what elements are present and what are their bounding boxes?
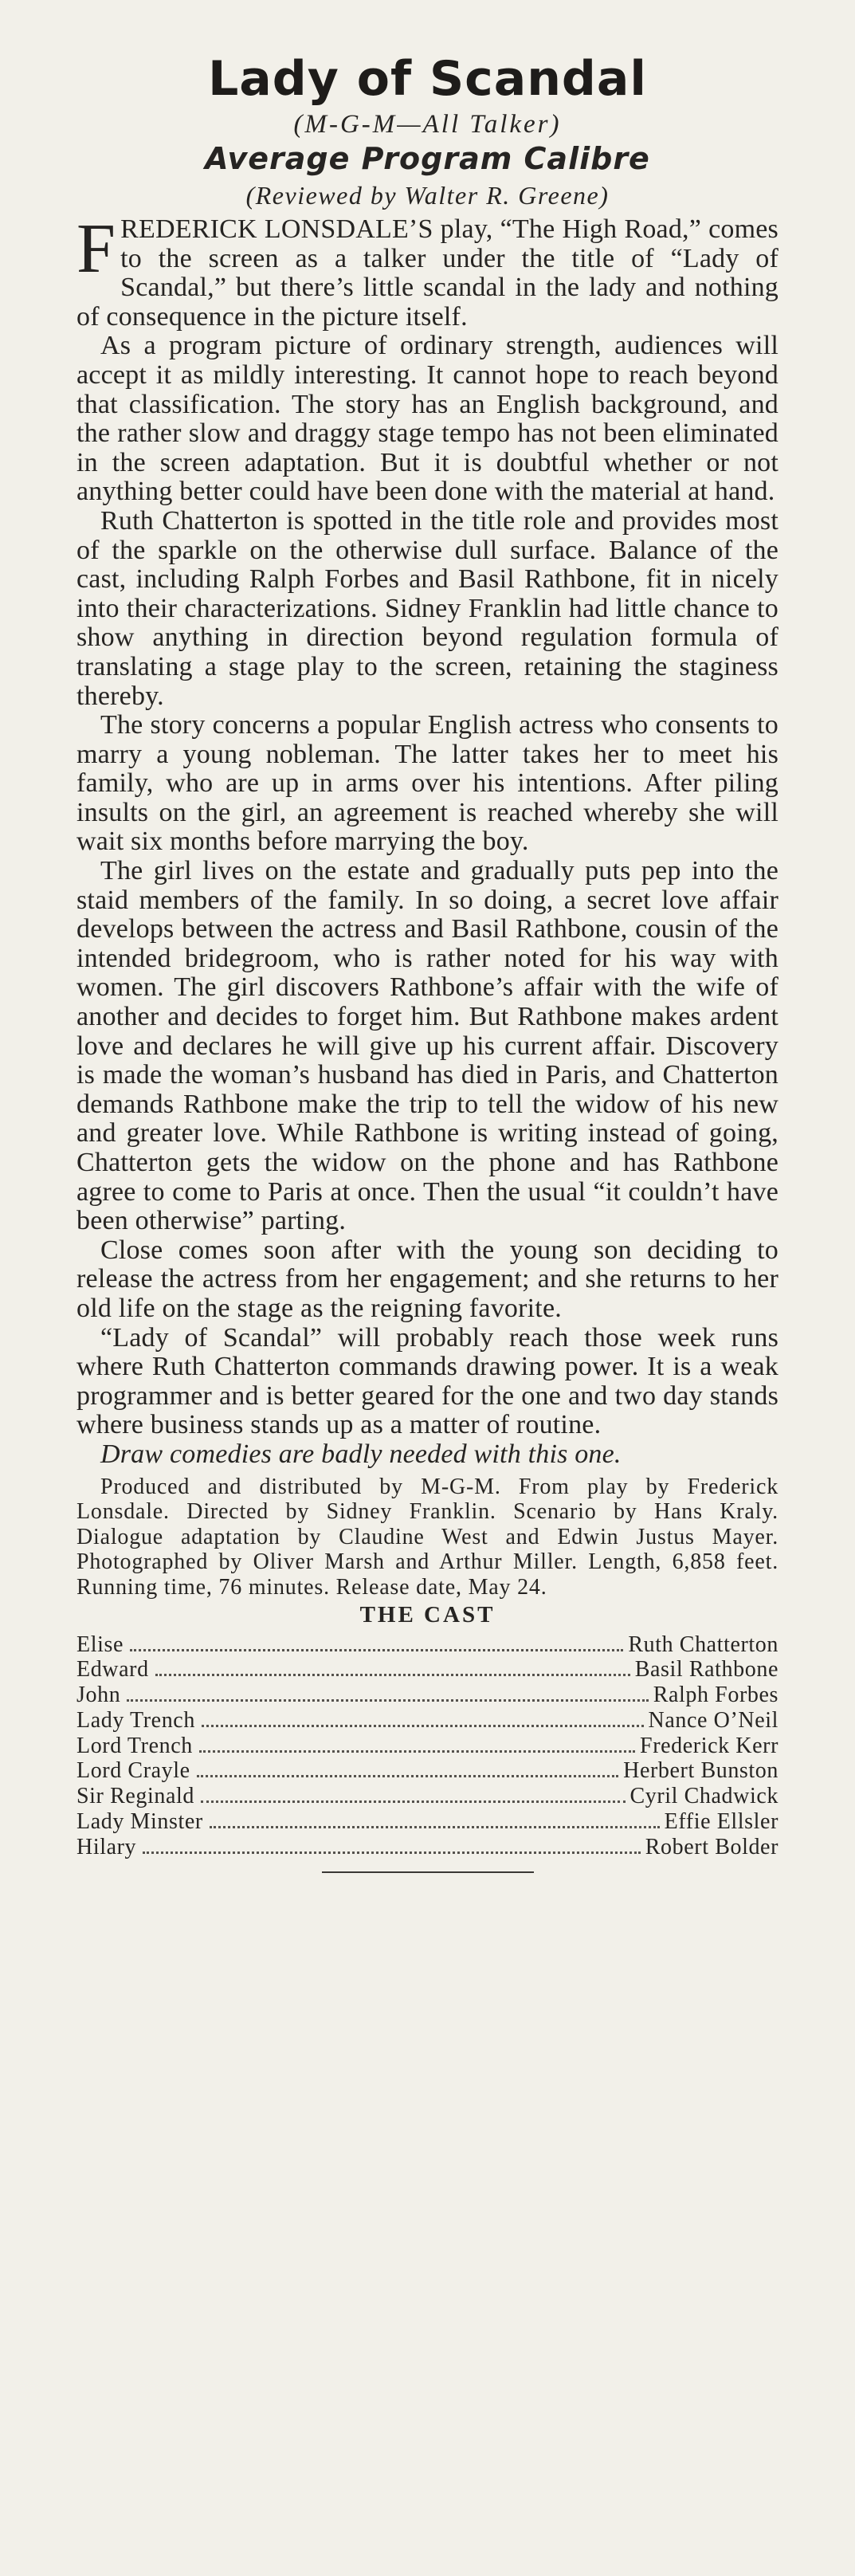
leader-dots — [197, 1774, 618, 1777]
cast-row — [76, 1734, 779, 1759]
calibre-rating: Average Program Calibre — [205, 141, 650, 176]
leader-dots — [130, 1648, 623, 1651]
cast-row — [76, 1657, 779, 1683]
review-paragraph: Close comes soon after with the young son deciding to release the actress from her engagement; and she returns to her old life on the stage as the reigning favorite. — [76, 1235, 779, 1323]
leader-dots — [143, 1851, 641, 1854]
leader-dots — [202, 1724, 644, 1727]
cast-actor: Effie Ellsler — [664, 1809, 779, 1835]
leader-dots — [155, 1673, 630, 1676]
producer-line: (M-G-M—All Talker) — [293, 110, 562, 139]
cast-role: Edward — [76, 1657, 149, 1683]
cast-actor: Basil Rathbone — [634, 1657, 779, 1683]
cast-actor: Robert Bolder — [645, 1834, 779, 1859]
cast-role: Elise — [76, 1632, 124, 1657]
review-paragraph: The story concerns a popular English actress who consents to marry a young nobleman. The latter takes her to meet his family, who are up in arms over his intentions. After piling insults on the girl, an agreement is reached whereby she will wait six months before marrying the boy. — [76, 710, 779, 857]
cast-heading: THE CAST — [359, 1601, 496, 1628]
paragraph-text: REDERICK LONSDALE’S play, “The High Road,” comes to the screen as a talker under the title of “Lady of Scandal,” but there’s little scandal in the lady and nothing of consequence in the picture itself. — [76, 214, 779, 332]
cast-row — [76, 1708, 779, 1734]
cast-actor: Ruth Chatterton — [628, 1632, 779, 1657]
review-paragraph — [76, 210, 779, 332]
review-title: Lady of Scandal — [208, 51, 647, 107]
cast-actor: Frederick Kerr — [640, 1733, 779, 1758]
review-paragraph: The girl lives on the estate and gradually puts pep into the staid members of the family. In so doing, a secret love affair develops between the actress and Basil Rathbone, cousin of the intended bridegroom, who is rather noted for his way with women. The girl discovers Rathbone’s affair with the wife of another and decides to forget him. But Rathbone makes ardent love and declares he will give up his current affair. Discovery is made the woman’s husband has died in Paris, and Chatterton demands Rathbone make the trip to tell the widow of his new and greater love. While Rathbone is writing instead of going, Chatterton gets the widow on the phone and has Rathbone agree to come to Paris at once. Then the usual “it couldn’t have been otherwise” parting. — [76, 856, 779, 1236]
cast-actor: Cyril Chadwick — [629, 1784, 779, 1809]
leader-dots — [199, 1749, 635, 1753]
cast-actor: Nance O’Neil — [648, 1707, 779, 1733]
cast-role: Lord Crayle — [76, 1758, 190, 1784]
cast-row — [76, 1683, 779, 1708]
review-paragraph: As a program picture of ordinary strength, audiences will accept it as mildly interesting. It cannot hope to reach beyond that classification. The story has an English background, and the rather slow and draggy stage tempo has not been eliminated in the screen adaptation. But it is doubtful whether or not anything better could have been done with the material at hand. — [76, 331, 779, 507]
closing-remark: Draw comedies are badly needed with this one. — [100, 1439, 622, 1469]
cast-row — [76, 1632, 779, 1658]
cast-row — [76, 1809, 779, 1835]
cast-row — [76, 1758, 779, 1784]
production-credits: Produced and distributed by M-G-M. From play by Frederick Lonsdale. Directed by Sidney Franklin. Scenario by Hans Kraly. Dialogue adaptation by Claudine West and Edwin Justus Mayer. Photographed by Oliver Marsh and Arthur Miller. Length, 6,858 feet. Running time, 76 minutes. Release date, May 24. — [76, 1474, 779, 1600]
cast-row — [76, 1835, 779, 1860]
drop-cap: F — [76, 210, 116, 288]
leader-dots — [127, 1698, 648, 1702]
review-paragraph: Ruth Chatterton is spotted in the title role and provides most of the sparkle on the otherwise dull surface. Balance of the cast, including Ralph Forbes and Basil Rathbone, fit in nicely into their characterizations. Sidney Franklin had little chance to show anything in direction beyond regulation formula of translating a stage play to the screen, retaining the staginess thereby. — [76, 505, 779, 711]
cast-role: Hilary — [76, 1834, 137, 1859]
divider-rule — [322, 1871, 534, 1873]
cast-role: Sir Reginald — [76, 1784, 194, 1809]
cast-actor: Ralph Forbes — [653, 1683, 779, 1708]
review-body — [76, 210, 779, 1470]
review-paragraph: “Lady of Scandal” will probably reach those week runs where Ruth Chatterton commands drawing power. It is a weak programmer and is better geared for the one and two day stands where business stands up as a matter of routine. — [76, 1322, 779, 1440]
leader-dots — [201, 1800, 626, 1803]
cast-row — [76, 1784, 779, 1809]
cast-role: Lord Trench — [76, 1733, 193, 1758]
leader-dots — [210, 1825, 660, 1828]
cast-role: John — [76, 1683, 121, 1708]
cast-role: Lady Minster — [76, 1809, 203, 1835]
cast-role: Lady Trench — [76, 1707, 195, 1733]
cast-actor: Herbert Bunston — [623, 1758, 779, 1784]
reviewer-byline: (Reviewed by Walter R. Greene) — [245, 181, 610, 210]
cast-list — [76, 1632, 779, 1860]
